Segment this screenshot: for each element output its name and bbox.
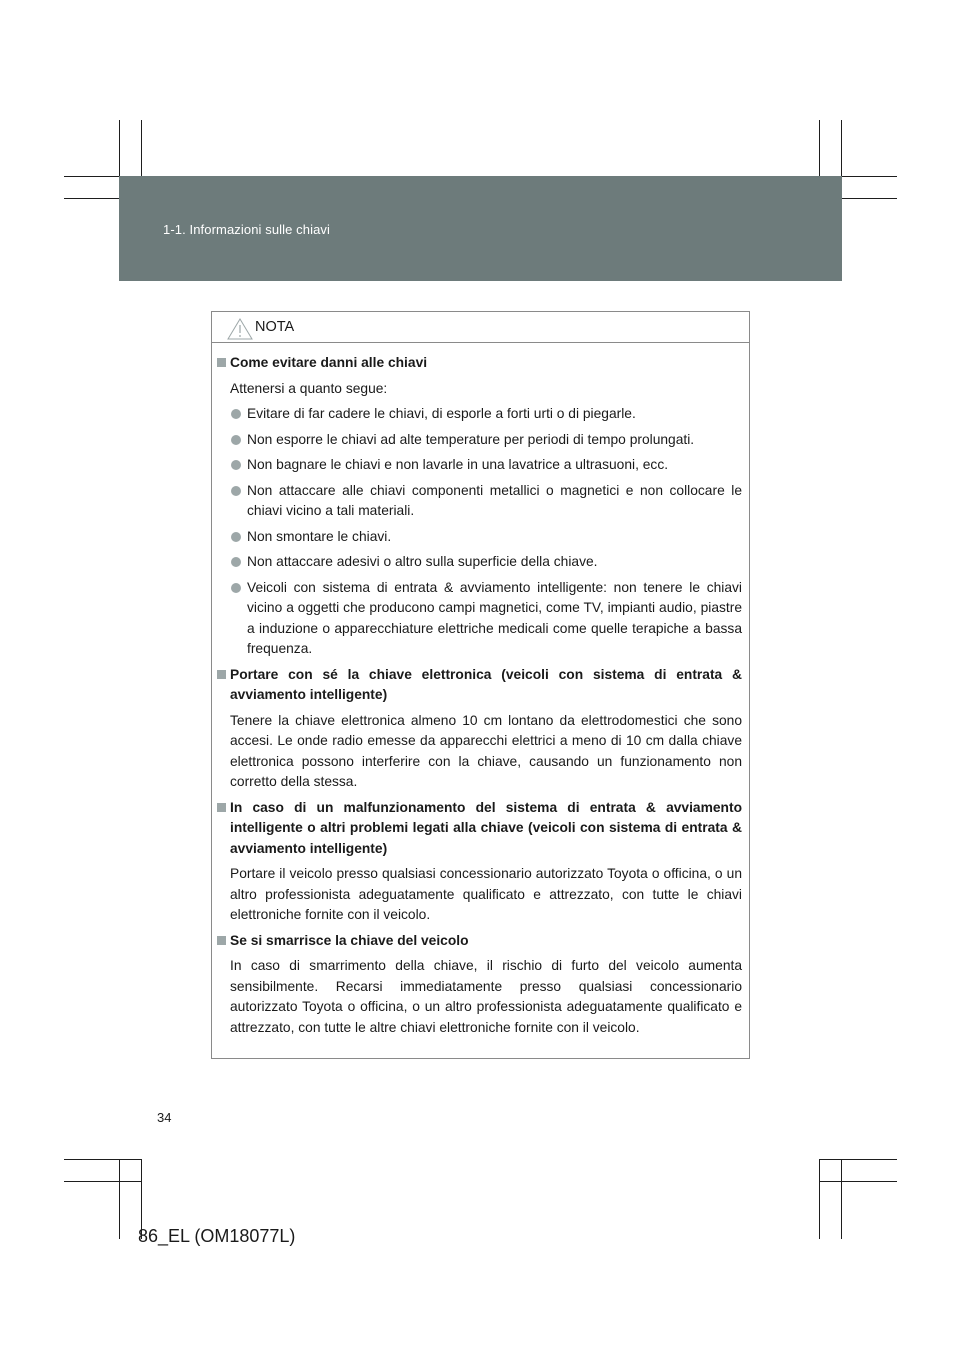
section-heading: In caso di un malfunzionamento del sistema di entrata & avviamento intelligente o altri problemi legati alla chiave (veicoli con sistema di entrata & avviamento intelligente) [217,798,742,860]
section-text: Portare il veicolo presso qualsiasi concessionario autorizzato Toyota o officina, o un altro professionista adeguatamente qualificato e attrezzato, con tutte le chiavi elettroniche fornite con il veicolo. [230,866,742,922]
section-heading: Portare con sé la chiave elettronica (veicoli con sistema di entrata & avviamento intelligente) [217,665,742,706]
bullet-dot-icon [231,532,241,542]
crop-mark [819,1159,820,1239]
list-item: Non attaccare alle chiavi componenti metallici o magnetici e non collocare le chiavi vicino a tali materiali. [217,481,742,522]
warning-icon [227,318,253,340]
square-bullet-icon [217,670,226,679]
crop-mark [841,1159,842,1239]
list-item: Non smontare le chiavi. [217,527,742,548]
note-label: NOTA [255,319,295,335]
crop-mark [64,1159,142,1160]
note-box [211,311,750,1059]
note-body [212,343,749,1038]
crop-mark [819,1159,897,1160]
square-bullet-icon [217,358,226,367]
bullet-dot-icon [231,460,241,470]
document-code: 86_EL (OM18077L) [138,1226,296,1246]
section-text: In caso di smarrimento della chiave, il rischio di furto del veicolo aumenta sensibilmente. Recarsi immediatamente presso qualsiasi concessionario autorizzato Toyota o officina, o un altro professionista adeguatamente qualificato e attrezzato, con tutte le altre chiavi elettroniche fornite con il veicolo. [230,958,742,1035]
bullet-dot-icon [231,435,241,445]
list-item: Non esporre le chiavi ad alte temperature per periodi di tempo prolungati. [217,430,742,451]
list-item: Veicoli con sistema di entrata & avviamento intelligente: non tenere le chiavi vicino a oggetti che producono campi magnetici, come TV, impianti audio, piastre a induzione o apparecchiature elettriche medicali come quelle terapiche a bassa frequenza. [217,578,742,660]
crop-mark [819,1181,897,1182]
section-heading: Se si smarrisce la chiave del veicolo [217,931,742,952]
bullet-dot-icon [231,486,241,496]
square-bullet-icon [217,936,226,945]
list-item: Evitare di far cadere le chiavi, di esporle a forti urti o di piegarle. [217,404,742,425]
crop-mark [119,1159,120,1239]
page-number: 34 [157,1110,172,1125]
section-intro: Attenersi a quanto segue: [230,380,388,396]
list-item: Non attaccare adesivi o altro sulla superficie della chiave. [217,552,742,573]
list-item: Non bagnare le chiavi e non lavarle in una lavatrice a ultrasuoni, ecc. [217,455,742,476]
section-text: Tenere la chiave elettronica almeno 10 cm lontano da elettrodomestici che sono accesi. Le onde radio emesse da apparecchi elettrici a meno di 10 cm dalla chiave elettronica possono interferire con la chiave, causando un funzionamento non corretto della stessa. [230,712,742,789]
square-bullet-icon [217,803,226,812]
bullet-dot-icon [231,409,241,419]
bullet-dot-icon [231,583,241,593]
section-heading: Come evitare danni alle chiavi [217,353,742,374]
crop-mark [64,1181,142,1182]
bullet-dot-icon [231,557,241,567]
note-header [212,312,749,343]
section-title: 1-1. Informazioni sulle chiavi [163,222,331,237]
